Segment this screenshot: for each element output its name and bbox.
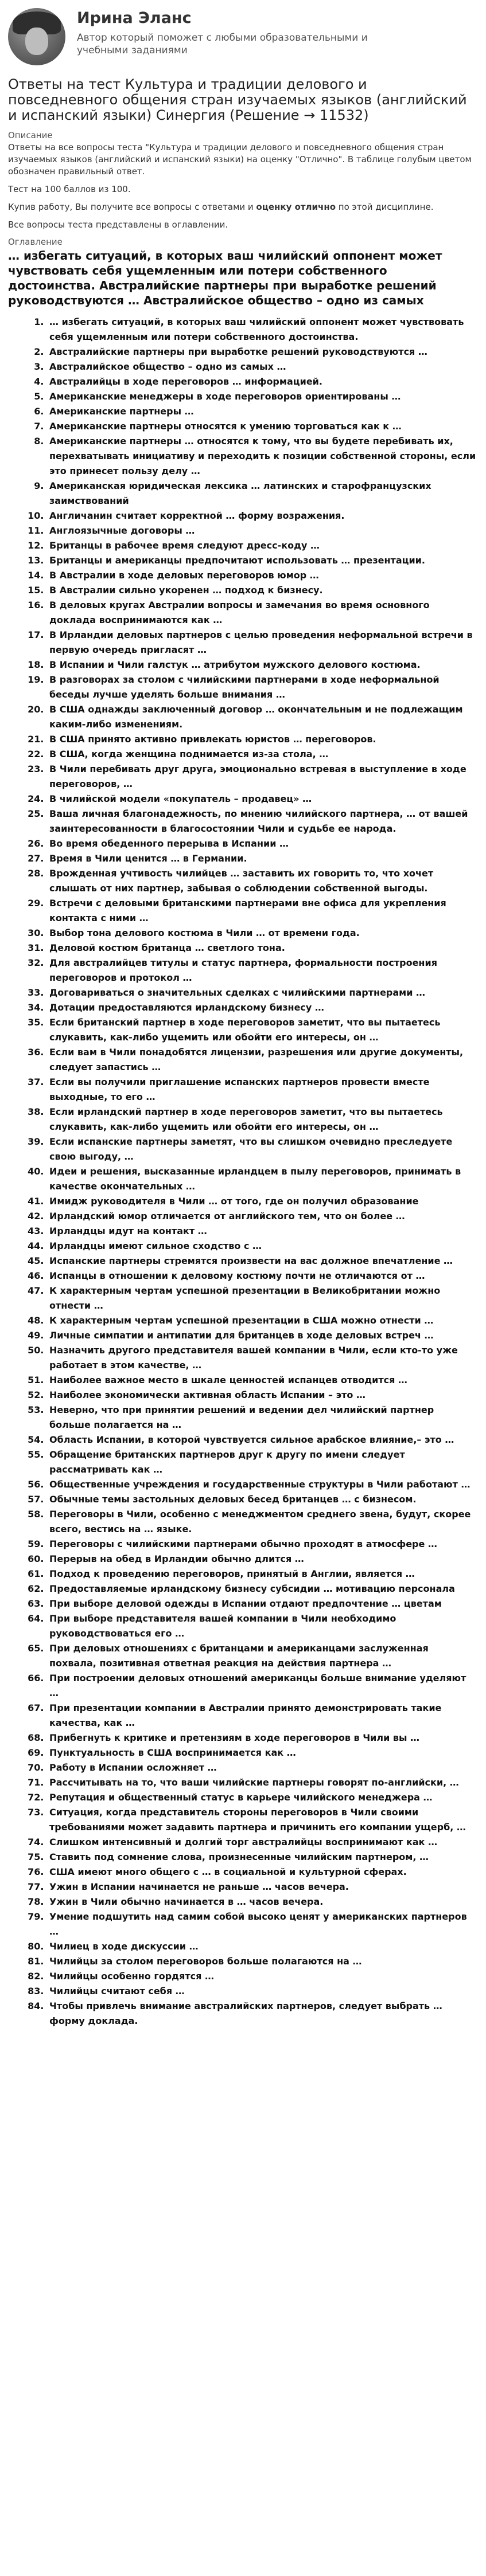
- toc-item[interactable]: 32. Для австралийцев титулы и статус партнера, формальности построения переговоров и протокол …: [47, 956, 478, 985]
- toc-item[interactable]: 74. Слишком интенсивный и долгий торг австралийцы воспринимают как …: [47, 1835, 478, 1850]
- toc-item[interactable]: 29. Встречи с деловыми британскими партнерами вне офиса для укрепления контакта с ними …: [47, 896, 478, 926]
- toc-item[interactable]: 49. Личные симпатии и антипатии для британцев в ходе деловых встреч …: [47, 1328, 478, 1343]
- toc-item[interactable]: 4. Австралийцы в ходе переговоров … информацией.: [47, 374, 478, 389]
- toc-item[interactable]: 38. Если ирландский партнер в ходе переговоров заметит, что вы пытаетесь слукавить, как-либо ущемить или обойти его интересы, он …: [47, 1105, 478, 1134]
- buy-line: Купив работу, Вы получите все вопросы с ответами и оценку отлично по этой дисциплине.: [8, 202, 434, 212]
- toc-item[interactable]: 23. В Чили перебивать друг друга, эмоционально встревая в выступление в ходе переговоров, …: [47, 762, 478, 792]
- toc-item[interactable]: 43. Ирландцы идут на контакт …: [47, 1224, 478, 1239]
- toc-item[interactable]: 42. Ирландский юмор отличается от английского тем, что он более …: [47, 1209, 478, 1224]
- toc-item[interactable]: 54. Область Испании, в которой чувствуется сильное арабское влияние,– это …: [47, 1432, 478, 1447]
- toc-label: Оглавление: [8, 237, 63, 247]
- toc-item[interactable]: 27. Время в Чили ценится … в Германии.: [47, 851, 478, 866]
- toc-item[interactable]: 33. Договариваться о значительных сделках с чилийскими партнерами …: [47, 985, 478, 1000]
- toc-item[interactable]: 6. Американские партнеры …: [47, 404, 478, 419]
- toc-item[interactable]: 20. В США однажды заключенный договор … окончательным и не подлежащим каким-либо изменениям.: [47, 702, 478, 732]
- toc-item[interactable]: 7. Американские партнеры относятся к умению торговаться как к …: [47, 419, 478, 434]
- toc-item[interactable]: 11. Англоязычные договоры …: [47, 523, 478, 538]
- author-name[interactable]: Ирина Эланс: [77, 9, 192, 27]
- table-of-contents: [8, 315, 478, 2029]
- toc-item[interactable]: 60. Перерыв на обед в Ирландии обычно длится …: [47, 1552, 478, 1567]
- toc-item[interactable]: 77. Ужин в Испании начинается не раньше … часов вечера.: [47, 1880, 478, 1894]
- toc-item[interactable]: 69. Пунктуальность в США воспринимается как …: [47, 1745, 478, 1760]
- page-title: Ответы на тест Культура и традиции делового и повседневного общения стран изучаемых языков (английский и испанский языки) Синергия (Решение → 11532): [8, 76, 467, 123]
- toc-item[interactable]: 3. Австралийское общество – одно из самых …: [47, 359, 478, 374]
- toc-item[interactable]: 21. В США принято активно привлекать юристов … переговоров.: [47, 732, 478, 747]
- toc-item[interactable]: 22. В США, когда женщина поднимается из-за стола, …: [47, 747, 478, 762]
- toc-item[interactable]: 34. Дотации предоставляются ирландскому бизнесу …: [47, 1000, 478, 1015]
- toc-item[interactable]: 37. Если вы получили приглашение испанских партнеров провести вместе выходные, то его …: [47, 1075, 478, 1105]
- toc-item[interactable]: 58. Переговоры в Чили, особенно с менеджментом среднего звена, будут, скорее всего, вестись на … языке.: [47, 1507, 478, 1537]
- toc-item[interactable]: 79. Умение подшутить над самим собой высоко ценят у американских партнеров …: [47, 1909, 478, 1939]
- toc-item[interactable]: 71. Рассчитывать на то, что ваши чилийские партнеры говорят по-английски, …: [47, 1775, 478, 1790]
- toc-item[interactable]: 62. Предоставляемые ирландскому бизнесу субсидии … мотивацию персонала: [47, 1581, 478, 1596]
- toc-item[interactable]: 66. При построении деловых отношений американцы больше внимание уделяют …: [47, 1671, 478, 1701]
- toc-item[interactable]: 63. При выборе деловой одежды в Испании отдают предпочтение … цветам: [47, 1596, 478, 1611]
- toc-item[interactable]: 28. Врожденная учтивость чилийцев … заставить их говорить то, что хочет слышать от них партнер, забывая о соблюдении собственной выгоды.: [47, 866, 478, 896]
- author-card: [8, 0, 478, 69]
- toc-item[interactable]: 24. В чилийской модели «покупатель – продавец» …: [47, 792, 478, 807]
- toc-item[interactable]: 8. Американские партнеры … относятся к тому, что вы будете перебивать их, перехватывать инициативу и переходить к позиции собственной стороны, если это принесет пользу делу …: [47, 434, 478, 479]
- toc-heading: … избегать ситуаций, в которых ваш чилийский оппонент может чувствовать себя ущемленным или потери собственного достоинства. Австралийские партнеры при выработке решений руководствуются … Австралийское общество – одно из самых: [8, 249, 442, 307]
- author-description: Автор который поможет с любыми образовательными и учебными заданиями: [77, 32, 368, 56]
- toc-item[interactable]: 16. В деловых кругах Австралии вопросы и замечания во время основного доклада воспринимаются как …: [47, 598, 478, 628]
- toc-item[interactable]: 80. Чилиец в ходе дискуссии …: [47, 1939, 478, 1954]
- author-avatar[interactable]: [8, 8, 65, 65]
- toc-item[interactable]: 67. При презентации компании в Австралии принято демонстрировать такие качества, как …: [47, 1701, 478, 1731]
- toc-item[interactable]: 41. Имидж руководителя в Чили … от того, где он получил образование: [47, 1194, 478, 1209]
- toc-item[interactable]: 73. Ситуация, когда представитель стороны переговоров в Чили своими требованиями может задавить партнера и причинить его компании ущерб, …: [47, 1805, 478, 1835]
- buy-line-bold: оценку отлично: [256, 202, 336, 212]
- toc-item[interactable]: 10. Англичанин считает корректной … форму возражения.: [47, 508, 478, 523]
- toc-item[interactable]: 50. Назначить другого представителя вашей компании в Чили, если кто-то уже работает в этом качестве, …: [47, 1343, 478, 1373]
- toc-item[interactable]: 18. В Испании и Чили галстук … атрибутом мужского делового костюма.: [47, 657, 478, 672]
- toc-item[interactable]: 82. Чилийцы особенно гордятся …: [47, 1969, 478, 1984]
- toc-item[interactable]: 46. Испанцы в отношении к деловому костюму почти не отличаются от …: [47, 1269, 478, 1283]
- toc-item[interactable]: 26. Во время обеденного перерыва в Испании …: [47, 836, 478, 851]
- toc-item[interactable]: 72. Репутация и общественный статус в карьере чилийского менеджера …: [47, 1790, 478, 1805]
- toc-item[interactable]: 75. Ставить под сомнение слова, произнесенные чилийским партнером, …: [47, 1850, 478, 1865]
- toc-item[interactable]: 53. Неверно, что при принятии решений и ведении дел чилийский партнер больше полагается на …: [47, 1403, 478, 1432]
- toc-item[interactable]: 9. Американская юридическая лексика … латинских и старофранцузских заимствований: [47, 479, 478, 508]
- toc-item[interactable]: 45. Испанские партнеры стремятся произвести на вас должное впечатление …: [47, 1254, 478, 1269]
- toc-item[interactable]: 56. Общественные учреждения и государственные структуры в Чили работают …: [47, 1477, 478, 1492]
- toc-item[interactable]: 48. К характерным чертам успешной презентации в США можно отнести …: [47, 1313, 478, 1328]
- toc-item[interactable]: 31. Деловой костюм британца … светлого тона.: [47, 941, 478, 956]
- toc-item[interactable]: 47. К характерным чертам успешной презентации в Великобритании можно отнести …: [47, 1283, 478, 1313]
- description-label: Описание: [8, 130, 53, 140]
- score-line: Тест на 100 баллов из 100.: [8, 184, 131, 194]
- toc-item[interactable]: 84. Чтобы привлечь внимание австралийских партнеров, следует выбрать … форму доклада.: [47, 1999, 478, 2029]
- toc-item[interactable]: 76. США имеют много общего с … в социальной и культурной сферах.: [47, 1865, 478, 1880]
- toc-item[interactable]: 25. Ваша личная благонадежность, по мнению чилийского партнера, … от вашей заинтересованности в благосостоянии Чили и судьбе ее народа.: [47, 807, 478, 836]
- toc-item[interactable]: 64. При выборе представителя вашей компании в Чили необходимо руководствоваться его …: [47, 1611, 478, 1641]
- toc-item[interactable]: 57. Обычные темы застольных деловых бесед британцев … с бизнесом.: [47, 1492, 478, 1507]
- toc-item[interactable]: 35. Если британский партнер в ходе переговоров заметит, что вы пытаетесь слукавить, как-либо ущемить или обойти его интересы, он …: [47, 1015, 478, 1045]
- toc-item[interactable]: 78. Ужин в Чили обычно начинается в … часов вечера.: [47, 1894, 478, 1909]
- toc-item[interactable]: 65. При деловых отношениях с британцами и американцами заслуженная похвала, позитивная ответная реакция на действия партнера …: [47, 1641, 478, 1671]
- description-text: Ответы на все вопросы теста "Культура и традиции делового и повседневного общения стран изучаемых языков (английский и испанский языки) на оценку "Отлично". В таблице голубым цветом обозначен правильный ответ.: [8, 142, 472, 177]
- toc-item[interactable]: 70. Работу в Испании осложняет …: [47, 1760, 478, 1775]
- toc-item[interactable]: 15. В Австралии сильно укоренен … подход к бизнесу.: [47, 583, 478, 598]
- toc-item[interactable]: 39. Если испанские партнеры заметят, что вы слишком очевидно преследуете свою выгоду, …: [47, 1134, 478, 1164]
- toc-item[interactable]: 13. Британцы и американцы предпочитают использовать … презентации.: [47, 553, 478, 568]
- toc-item[interactable]: 51. Наиболее важное место в шкале ценностей испанцев отводится …: [47, 1373, 478, 1388]
- toc-item[interactable]: 19. В разговорах за столом с чилийскими партнерами в ходе неформальной беседы лучше уделять больше внимания …: [47, 672, 478, 702]
- toc-item[interactable]: 59. Переговоры с чилийскими партнерами обычно проходят в атмосфере …: [47, 1537, 478, 1552]
- toc-item[interactable]: 14. В Австралии в ходе деловых переговоров юмор …: [47, 568, 478, 583]
- toc-item[interactable]: 44. Ирландцы имеют сильное сходство с …: [47, 1239, 478, 1254]
- toc-note: Все вопросы теста представлены в оглавлении.: [8, 220, 228, 230]
- toc-item[interactable]: 81. Чилийцы за столом переговоров больше полагаются на …: [47, 1954, 478, 1969]
- author-info: [77, 9, 421, 57]
- toc-item[interactable]: 1. … избегать ситуаций, в которых ваш чилийский оппонент может чувствовать себя ущемленным или потери собственного достоинства.: [47, 315, 478, 344]
- toc-item[interactable]: 40. Идеи и решения, высказанные ирландцем в пылу переговоров, принимать в качестве окончательных …: [47, 1164, 478, 1194]
- toc-item[interactable]: 5. Американские менеджеры в ходе переговоров ориентированы …: [47, 389, 478, 404]
- toc-item[interactable]: 61. Подход к проведению переговоров, принятый в Англии, является …: [47, 1567, 478, 1581]
- toc-item[interactable]: 68. Прибегнуть к критике и претензиям в ходе переговоров в Чили вы …: [47, 1731, 478, 1745]
- toc-item[interactable]: 52. Наиболее экономически активная область Испании – это …: [47, 1388, 478, 1403]
- toc-item[interactable]: 36. Если вам в Чили понадобятся лицензии, разрешения или другие документы, следует запастись …: [47, 1045, 478, 1075]
- toc-item[interactable]: 83. Чилийцы считают себя …: [47, 1984, 478, 1999]
- toc-item[interactable]: 55. Обращение британских партнеров друг к другу по имени следует рассматривать как …: [47, 1447, 478, 1477]
- toc-item[interactable]: 30. Выбор тона делового костюма в Чили … от времени года.: [47, 926, 478, 941]
- toc-item[interactable]: 12. Британцы в рабочее время следуют дресс-коду …: [47, 538, 478, 553]
- toc-item[interactable]: 2. Австралийские партнеры при выработке решений руководствуются …: [47, 344, 478, 359]
- toc-item[interactable]: 17. В Ирландии деловых партнеров с целью проведения неформальной встречи в первую очередь пригласят …: [47, 628, 478, 657]
